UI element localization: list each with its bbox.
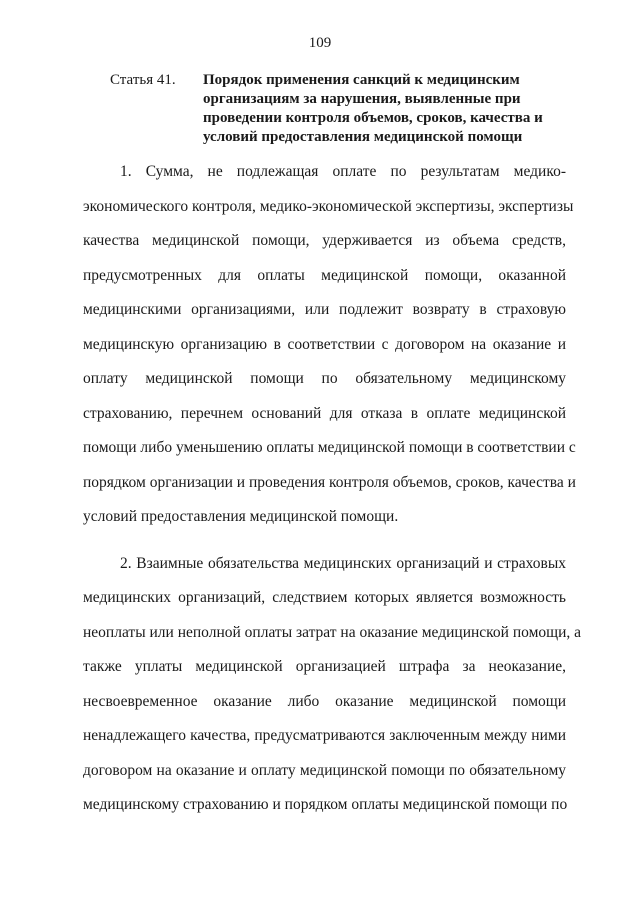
text-line: предусмотренных для оплаты медицинской помощи, оказанной bbox=[83, 266, 566, 284]
text-line: помощи либо уменьшению оплаты медицинской помощи в соответствии с bbox=[83, 439, 576, 456]
article-title-line: проведении контроля объемов, сроков, качества и bbox=[203, 110, 543, 126]
text-line: также уплаты медицинской организацией штрафа за неоказание, bbox=[83, 658, 566, 675]
text-line: условий предоставления медицинской помощи. bbox=[83, 508, 399, 525]
article-body bbox=[83, 155, 582, 823]
text-line: медицинскими организациями, или подлежит возврату в страховую bbox=[83, 301, 566, 318]
page-number: 109 bbox=[308, 35, 332, 51]
text-line: неоплаты или неполной оплаты затрат на оказание медицинской помощи, а bbox=[83, 623, 582, 641]
text-line: 1. Сумма, не подлежащая оплате по результатам медико- bbox=[120, 163, 566, 180]
text-line: несвоевременное оказание либо оказание медицинской помощи bbox=[83, 692, 566, 710]
text-line: 2. Взаимные обязательства медицинских организаций и страховых bbox=[120, 554, 566, 572]
text-line: медицинскую организацию в соответствии с договором на оказание и bbox=[83, 335, 566, 353]
article-title-line: организациям за нарушения, выявленные при bbox=[203, 91, 521, 107]
text-line: качества медицинской помощи, удерживается из объема средств, bbox=[83, 232, 566, 249]
article-title bbox=[203, 71, 578, 147]
article-label: Статья 41. bbox=[110, 72, 176, 88]
text-line: страхованию, перечнем оснований для отказа в оплате медицинской bbox=[83, 404, 566, 422]
text-line: оплату медицинской помощи по обязательному медицинскому bbox=[83, 370, 566, 387]
text-line: экономического контроля, медико-экономической экспертизы, экспертизы bbox=[83, 197, 574, 215]
text-line: медицинских организаций, следствием которых является возможность bbox=[83, 589, 566, 606]
text-line: договором на оказание и оплату медицинской помощи по обязательному bbox=[83, 761, 566, 779]
paragraph-1 bbox=[83, 155, 576, 535]
article-title-line: Порядок применения санкций к медицинским bbox=[203, 72, 520, 88]
article-title-line: условий предоставления медицинской помощи bbox=[203, 129, 523, 145]
text-line: ненадлежащего качества, предусматриваются заключенным между ними bbox=[83, 727, 566, 744]
text-line: медицинскому страхованию и порядком оплаты медицинской помощи по bbox=[83, 796, 568, 813]
paragraph-2 bbox=[83, 547, 582, 823]
text-line: порядком организации и проведения контроля объемов, сроков, качества и bbox=[83, 473, 576, 491]
